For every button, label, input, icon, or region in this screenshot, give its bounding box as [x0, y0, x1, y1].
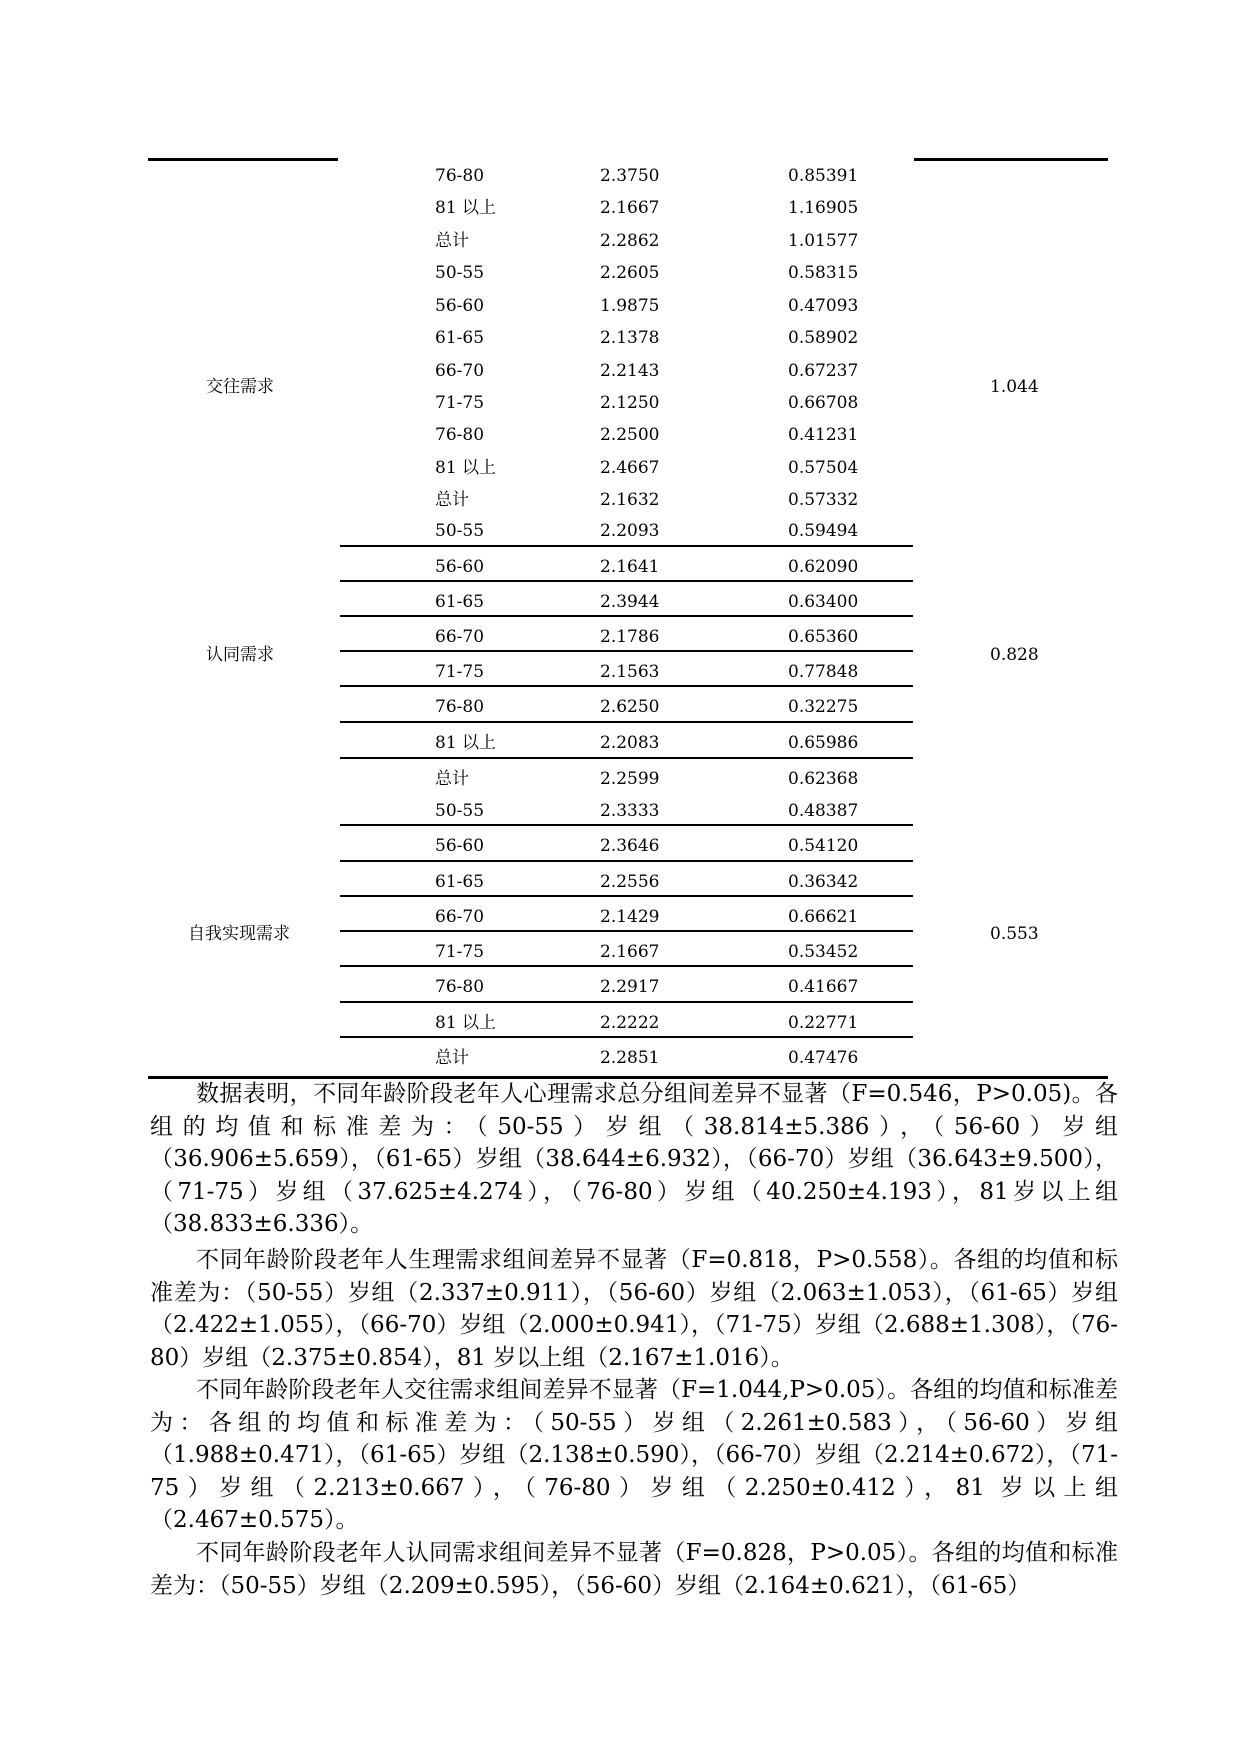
sd-cell: 0.65360 — [788, 627, 859, 647]
sd-cell: 0.57504 — [788, 458, 859, 478]
category-label: 认同需求 — [206, 645, 274, 665]
row-rule — [340, 824, 913, 826]
mean-cell: 2.2093 — [600, 521, 660, 541]
sd-cell: 0.85391 — [788, 166, 859, 186]
mean-cell: 2.2083 — [600, 733, 660, 753]
mean-cell: 2.1250 — [600, 393, 660, 413]
age-group-cell: 56-60 — [435, 296, 485, 316]
mean-cell: 2.1667 — [600, 198, 660, 218]
mean-cell: 2.4667 — [600, 458, 660, 478]
mean-cell: 2.3333 — [600, 801, 660, 821]
age-group-cell: 66-70 — [435, 907, 485, 927]
mean-cell: 2.1786 — [600, 627, 660, 647]
sd-cell: 0.62090 — [788, 557, 859, 577]
mean-cell: 2.2222 — [600, 1013, 660, 1033]
age-group-cell: 61-65 — [435, 872, 485, 892]
age-group-cell: 81 以上 — [435, 1013, 497, 1033]
mean-cell: 2.2556 — [600, 872, 660, 892]
paragraph-social: 不同年龄阶段老年人交往需求组间差异不显著（F=1.044,P>0.05）。各组的均值和标准差为：各组的均值和标准差为：（50-55）岁组（2.261±0.583），（56-60）岁组（1.988±0.471），（61-65）岁组（2.138±0.590），（66-70）岁组（2.214±0.672），（71-75）岁组（2.213±0.667），（76-80）岁组（2.250±0.412），81 岁以上组（2.467±0.575）。 — [150, 1377, 1118, 1533]
sd-cell: 0.48387 — [788, 801, 859, 821]
age-group-cell: 总计 — [435, 231, 469, 251]
sd-cell: 0.58315 — [788, 263, 859, 283]
category-label: 交往需求 — [206, 377, 274, 397]
age-group-cell: 总计 — [435, 769, 469, 789]
mean-cell: 2.2599 — [600, 769, 660, 789]
row-rule — [340, 757, 913, 759]
row-rule — [340, 965, 913, 967]
row-rule — [340, 580, 913, 582]
age-group-cell: 71-75 — [435, 942, 485, 962]
mean-cell: 2.2862 — [600, 231, 660, 251]
sd-cell: 0.53452 — [788, 942, 859, 962]
row-rule — [340, 930, 913, 932]
age-group-cell: 81 以上 — [435, 458, 497, 478]
paragraph-total: 数据表明，不同年龄阶段老年人心理需求总分组间差异不显著（F=0.546，P>0.05)。各组的均值和标准差为：（50-55）岁组（38.814±5.386），（56-60）岁组（36.906±5.659），（61-65）岁组（38.644±6.932），（66-70）岁组（36.643±9.500），（71-75）岁组（37.625±4.274），（76-80）岁组（40.250±4.193），81岁以上组（38.833±6.336）。 — [150, 1081, 1118, 1237]
age-group-cell: 76-80 — [435, 977, 485, 997]
mean-cell: 2.2851 — [600, 1048, 660, 1068]
mean-cell: 2.1378 — [600, 328, 660, 348]
table-top-rule-right — [914, 158, 1108, 161]
mean-cell: 2.3944 — [600, 592, 660, 612]
age-group-cell: 76-80 — [435, 697, 485, 717]
f-value: 0.828 — [990, 645, 1039, 665]
row-rule — [340, 650, 913, 652]
paragraph-recognition: 不同年龄阶段老年人认同需求组间差异不显著（F=0.828，P>0.05）。各组的均值和标准差为：（50-55）岁组（2.209±0.595），（56-60）岁组（2.164±0.621），（61-65） — [150, 1540, 1118, 1599]
paragraph-physiological: 不同年龄阶段老年人生理需求组间差异不显著（F=0.818，P>0.558）。各组的均值和标准差为：（50-55）岁组（2.337±0.911），（56-60）岁组（2.063±1.053），（61-65）岁组（2.422±1.055），（66-70）岁组（2.000±0.941），（71-75）岁组（2.688±1.308），（76-80）岁组（2.375±0.854），81 岁以上组（2.167±1.016）。 — [150, 1247, 1118, 1371]
row-rule — [340, 895, 913, 897]
sd-cell: 0.47476 — [788, 1048, 859, 1068]
age-group-cell: 50-55 — [435, 801, 485, 821]
age-group-cell: 66-70 — [435, 627, 485, 647]
mean-cell: 2.3646 — [600, 836, 660, 856]
mean-cell: 2.1563 — [600, 662, 660, 682]
sd-cell: 0.62368 — [788, 769, 859, 789]
age-group-cell: 76-80 — [435, 166, 485, 186]
age-group-cell: 66-70 — [435, 361, 485, 381]
f-value: 1.044 — [990, 377, 1039, 397]
row-rule — [340, 1036, 913, 1038]
sd-cell: 0.66708 — [788, 393, 859, 413]
row-rule — [340, 860, 913, 862]
mean-cell: 2.2605 — [600, 263, 660, 283]
age-group-cell: 81 以上 — [435, 198, 497, 218]
age-group-cell: 总计 — [435, 1048, 469, 1068]
age-group-cell: 81 以上 — [435, 733, 497, 753]
age-group-cell: 71-75 — [435, 662, 485, 682]
sd-cell: 0.65986 — [788, 733, 859, 753]
mean-cell: 2.1632 — [600, 490, 660, 510]
sd-cell: 0.47093 — [788, 296, 859, 316]
sd-cell: 1.16905 — [788, 198, 859, 218]
sd-cell: 1.01577 — [788, 231, 859, 251]
mean-cell: 2.3750 — [600, 166, 660, 186]
sd-cell: 0.41667 — [788, 977, 859, 997]
sd-cell: 0.63400 — [788, 592, 859, 612]
sd-cell: 0.32275 — [788, 697, 859, 717]
sd-cell: 0.58902 — [788, 328, 859, 348]
row-rule — [340, 1001, 913, 1003]
age-group-cell: 总计 — [435, 490, 469, 510]
sd-cell: 0.36342 — [788, 872, 859, 892]
sd-cell: 0.41231 — [788, 425, 859, 445]
age-group-cell: 76-80 — [435, 425, 485, 445]
sd-cell: 0.77848 — [788, 662, 859, 682]
sd-cell: 0.22771 — [788, 1013, 859, 1033]
row-rule — [340, 615, 913, 617]
age-group-cell: 71-75 — [435, 393, 485, 413]
category-label: 自我实现需求 — [188, 924, 290, 944]
age-group-cell: 61-65 — [435, 592, 485, 612]
sd-cell: 0.57332 — [788, 490, 859, 510]
row-rule — [340, 685, 913, 687]
mean-cell: 2.1641 — [600, 557, 660, 577]
age-group-cell: 50-55 — [435, 263, 485, 283]
mean-cell: 2.1667 — [600, 942, 660, 962]
sd-cell: 0.67237 — [788, 361, 859, 381]
mean-cell: 2.2500 — [600, 425, 660, 445]
mean-cell: 2.2143 — [600, 361, 660, 381]
sd-cell: 0.59494 — [788, 521, 859, 541]
sd-cell: 0.66621 — [788, 907, 859, 927]
age-group-cell: 61-65 — [435, 328, 485, 348]
age-group-cell: 56-60 — [435, 836, 485, 856]
mean-cell: 1.9875 — [600, 296, 660, 316]
row-rule — [340, 545, 913, 547]
age-group-cell: 56-60 — [435, 557, 485, 577]
f-value: 0.553 — [990, 924, 1039, 944]
age-group-cell: 50-55 — [435, 521, 485, 541]
mean-cell: 2.6250 — [600, 697, 660, 717]
mean-cell: 2.2917 — [600, 977, 660, 997]
table-top-rule-left — [148, 158, 338, 161]
mean-cell: 2.1429 — [600, 907, 660, 927]
row-rule — [340, 721, 913, 723]
sd-cell: 0.54120 — [788, 836, 859, 856]
